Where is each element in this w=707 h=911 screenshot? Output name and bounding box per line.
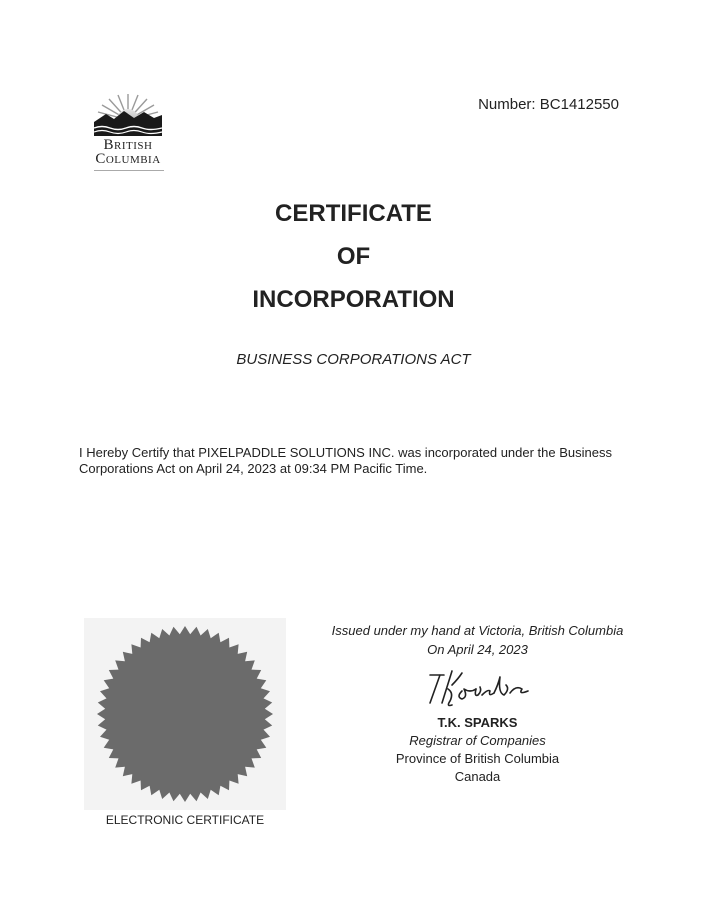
title-line-incorporation: INCORPORATION: [252, 286, 455, 313]
title-line-certificate: CERTIFICATE: [275, 200, 432, 227]
registrar-role: Registrar of Companies: [409, 733, 546, 748]
logo-text: [78, 138, 178, 166]
seal-label: ELECTRONIC CERTIFICATE: [105, 813, 265, 827]
bc-logo: [78, 92, 178, 172]
issued-location: Issued under my hand at Victoria, British Columbia: [331, 623, 624, 638]
signature-icon: [418, 663, 548, 713]
logo-divider: [94, 170, 164, 171]
logo-line-columbia: Columbia: [95, 151, 161, 167]
logo-line-british: British: [103, 137, 153, 153]
electronic-seal: [84, 618, 286, 810]
certification-statement: I Hereby Certify that PIXELPADDLE SOLUTIONS INC. was incorporated under the Business Corporations Act on April 24, 2023 at 09:34 PM Pacific Time.: [79, 445, 612, 476]
issuing-country: Canada: [454, 769, 501, 784]
bc-sun-mountain-icon: [92, 92, 164, 136]
registrar-name: T.K. SPARKS: [437, 715, 518, 730]
registrar-signature: [418, 663, 548, 713]
seal-icon: [84, 618, 286, 810]
issued-date: On April 24, 2023: [427, 642, 528, 657]
title-line-of: OF: [336, 243, 371, 270]
act-name: BUSINESS CORPORATIONS ACT: [236, 351, 471, 368]
certificate-number: Number: BC1412550: [478, 96, 619, 113]
issuing-province: Province of British Columbia: [395, 751, 560, 766]
